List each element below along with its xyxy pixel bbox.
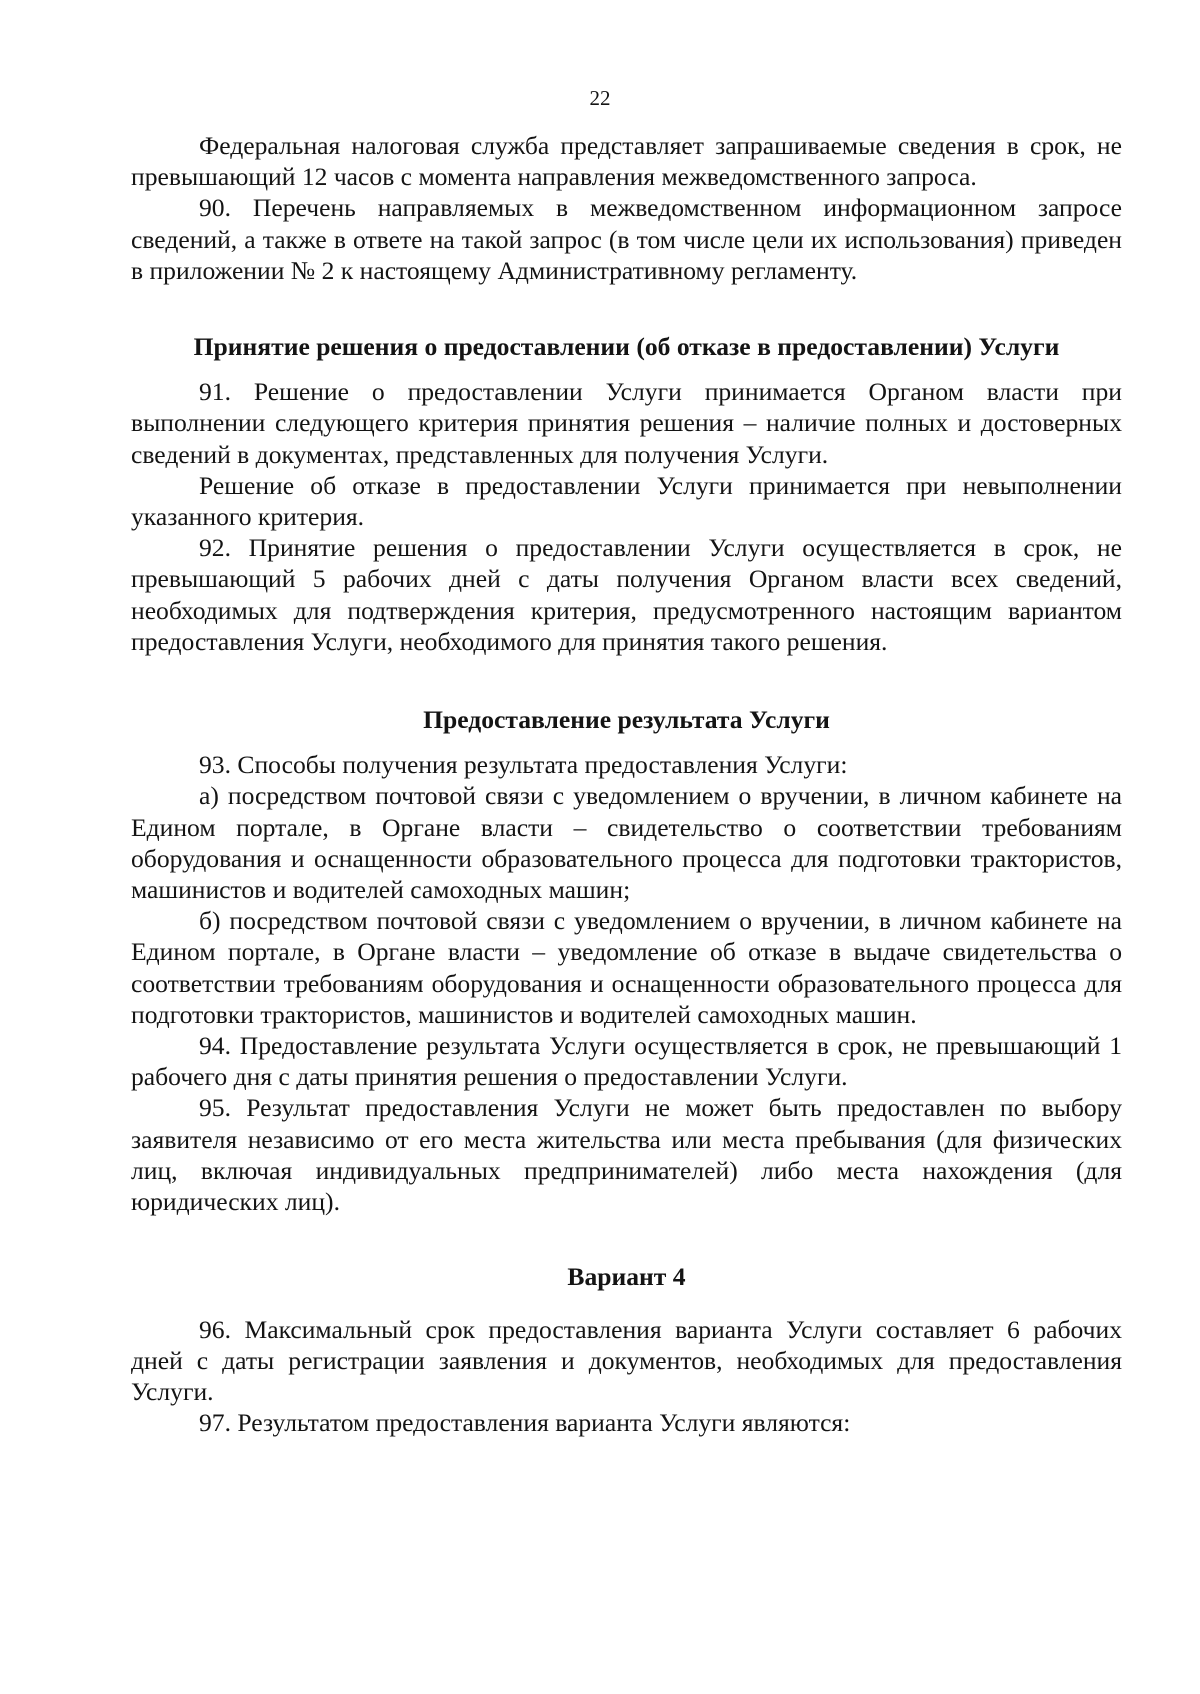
paragraph-93-b: б) посредством почтовой связи с уведомлением о вручении, в личном кабинете на Едином портале, в Органе власти – уведомление об отказе в выдаче свидетельства о соответствии требованиям оборудования и оснащенности образовательного процесса для подготовки трактористов, машинистов и водителей самоходных машин. — [131, 906, 1122, 1029]
page-number: 22 — [589, 86, 611, 110]
paragraph-91: 91. Решение о предоставлении Услуги принимается Органом власти при выполнении следующего критерия принятия решения – наличие полных и достоверных сведений в документах, представленных для получения Услуги. — [131, 377, 1122, 469]
paragraph-95: 95. Результат предоставления Услуги не может быть предоставлен по выбору заявителя независимо от его места жительства или места пребывания (для физических лиц, включая индивидуальных предпринимателей) либо места нахождения (для юридических лиц). — [131, 1093, 1122, 1217]
paragraph-97: 97. Результатом предоставления варианта Услуги являются: — [199, 1408, 851, 1438]
paragraph-94: 94. Предоставление результата Услуги осуществляется в срок, не превышающий 1 рабочего дня с даты принятия решения о предоставлении Услуги. — [131, 1031, 1122, 1092]
paragraph-93: 93. Способы получения результата предоставления Услуги: — [199, 750, 848, 780]
section-heading-decision: Принятие решения о предоставлении (об отказе в предоставлении) Услуги — [193, 332, 1060, 362]
paragraph-fns-term: Федеральная налоговая служба представляет запрашиваемые сведения в срок, не превышающий 12 часов с момента направления межведомственного запроса. — [131, 131, 1122, 192]
section-heading-result: Предоставление результата Услуги — [423, 705, 830, 735]
paragraph-refusal: Решение об отказе в предоставлении Услуги принимается при невыполнении указанного критерия. — [131, 470, 1122, 532]
section-heading-variant-4: Вариант 4 — [567, 1262, 686, 1292]
paragraph-92: 92. Принятие решения о предоставлении Услуги осуществляется в срок, не превышающий 5 рабочих дней с даты получения Органом власти всех сведений, необходимых для подтверждения критерия, предусмотренного настоящим вариантом предоставления Услуги, необходимого для принятия такого решения. — [131, 533, 1122, 656]
paragraph-96: 96. Максимальный срок предоставления варианта Услуги составляет 6 рабочих дней с даты регистрации заявления и документов, необходимых для предоставления Услуги. — [131, 1314, 1122, 1406]
document-body — [131, 130, 1122, 1438]
paragraph-93-a: а) посредством почтовой связи с уведомлением о вручении, в личном кабинете на Едином портале, в Органе власти – свидетельство о соответствии требованиям оборудования и оснащенности образовательного процесса для подготовки трактористов, машинистов и водителей самоходных машин; — [131, 781, 1122, 905]
paragraph-90: 90. Перечень направляемых в межведомственном информационном запросе сведений, а также в ответе на такой запрос (в том числе цели их использования) приведен в приложении № 2 к настоящему Административному регламенту. — [131, 193, 1122, 285]
